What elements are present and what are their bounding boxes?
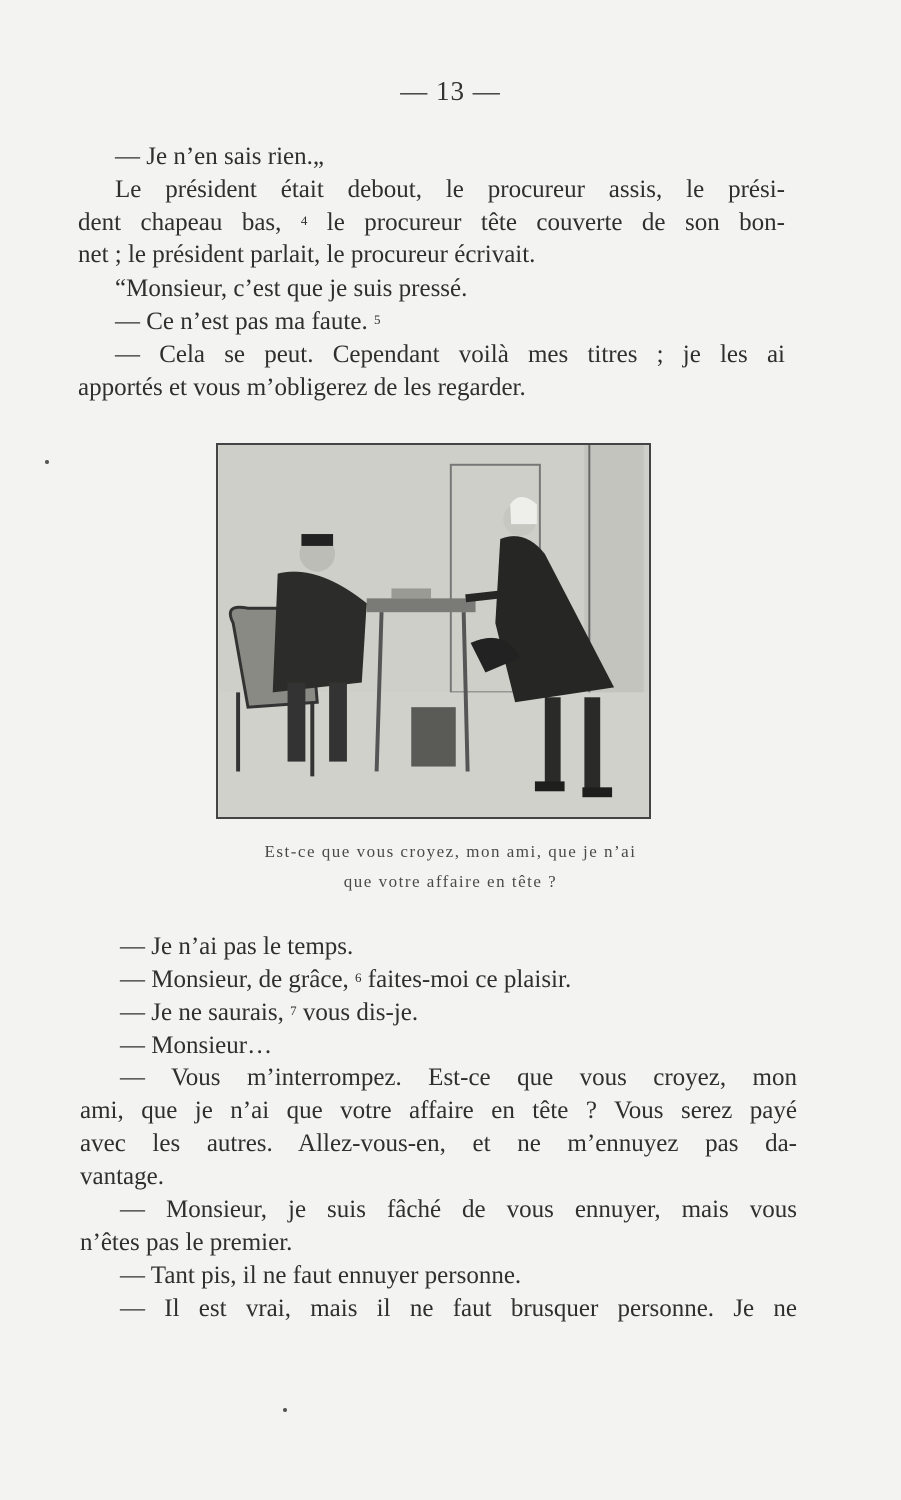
text-line: — Il est vrai, mais il ne faut brusquer personne. Je ne bbox=[120, 1295, 797, 1322]
footnote-mark: 6 bbox=[355, 970, 362, 985]
text-line bbox=[115, 307, 380, 337]
text-line: ami, que je n’ai que votre affaire en tête ? Vous serez payé bbox=[80, 1097, 797, 1124]
caption-line: que votre affaire en tête ? bbox=[343, 872, 558, 891]
page-number: — 13 — bbox=[400, 76, 501, 106]
text-line: avec les autres. Allez-vous-en, et ne m’ennuyez pas da- bbox=[80, 1130, 797, 1157]
text-line bbox=[120, 965, 571, 995]
text-line: vantage. bbox=[80, 1163, 164, 1190]
text-fragment: dent chapeau bas, bbox=[78, 209, 301, 236]
text-fragment: faites-moi ce plaisir. bbox=[361, 966, 572, 993]
footnote-mark: 5 bbox=[373, 312, 381, 327]
text-line: — Je n’en sais rien.„ bbox=[115, 143, 324, 170]
text-line: net ; le président parlait, le procureur écrivait. bbox=[78, 241, 536, 268]
text-fragment: — Ce n’est pas ma faute. bbox=[115, 308, 374, 335]
page-speck bbox=[283, 1408, 287, 1412]
text-line: “Monsieur, c’est que je suis pressé. bbox=[115, 275, 468, 302]
page-speck bbox=[45, 460, 49, 464]
caption-line: Est-ce que vous croyez, mon ami, que je n’ai bbox=[264, 842, 637, 861]
text-line bbox=[120, 998, 418, 1028]
text-line: — Vous m’interrompez. Est-ce que vous croyez, mon bbox=[120, 1064, 797, 1091]
text-line: — Monsieur… bbox=[120, 1032, 273, 1059]
text-line: — Cela se peut. Cependant voilà mes titres ; je les ai bbox=[115, 341, 785, 368]
engraving-illustration bbox=[218, 445, 649, 817]
footnote-mark: 7 bbox=[290, 1003, 297, 1018]
text-line bbox=[78, 208, 785, 238]
illustration bbox=[216, 443, 651, 819]
text-line: — Je n’ai pas le temps. bbox=[120, 933, 354, 960]
text-fragment: vous dis-je. bbox=[296, 999, 419, 1026]
text-fragment: — Monsieur, de grâce, bbox=[120, 966, 356, 993]
text-line: Le président était debout, le procureur assis, le prési- bbox=[115, 176, 785, 203]
text-line: apportés et vous m’obligerez de les regarder. bbox=[78, 374, 526, 401]
text-fragment: le procureur tête couverte de son bon- bbox=[307, 209, 785, 236]
footnote-mark: 4 bbox=[300, 213, 308, 228]
text-fragment: — Je ne saurais, bbox=[120, 999, 291, 1026]
text-line: — Tant pis, il ne faut ennuyer personne. bbox=[120, 1262, 522, 1289]
text-line: n’êtes pas le premier. bbox=[80, 1229, 293, 1256]
text-line: — Monsieur, je suis fâché de vous ennuyer, mais vous bbox=[120, 1196, 797, 1223]
